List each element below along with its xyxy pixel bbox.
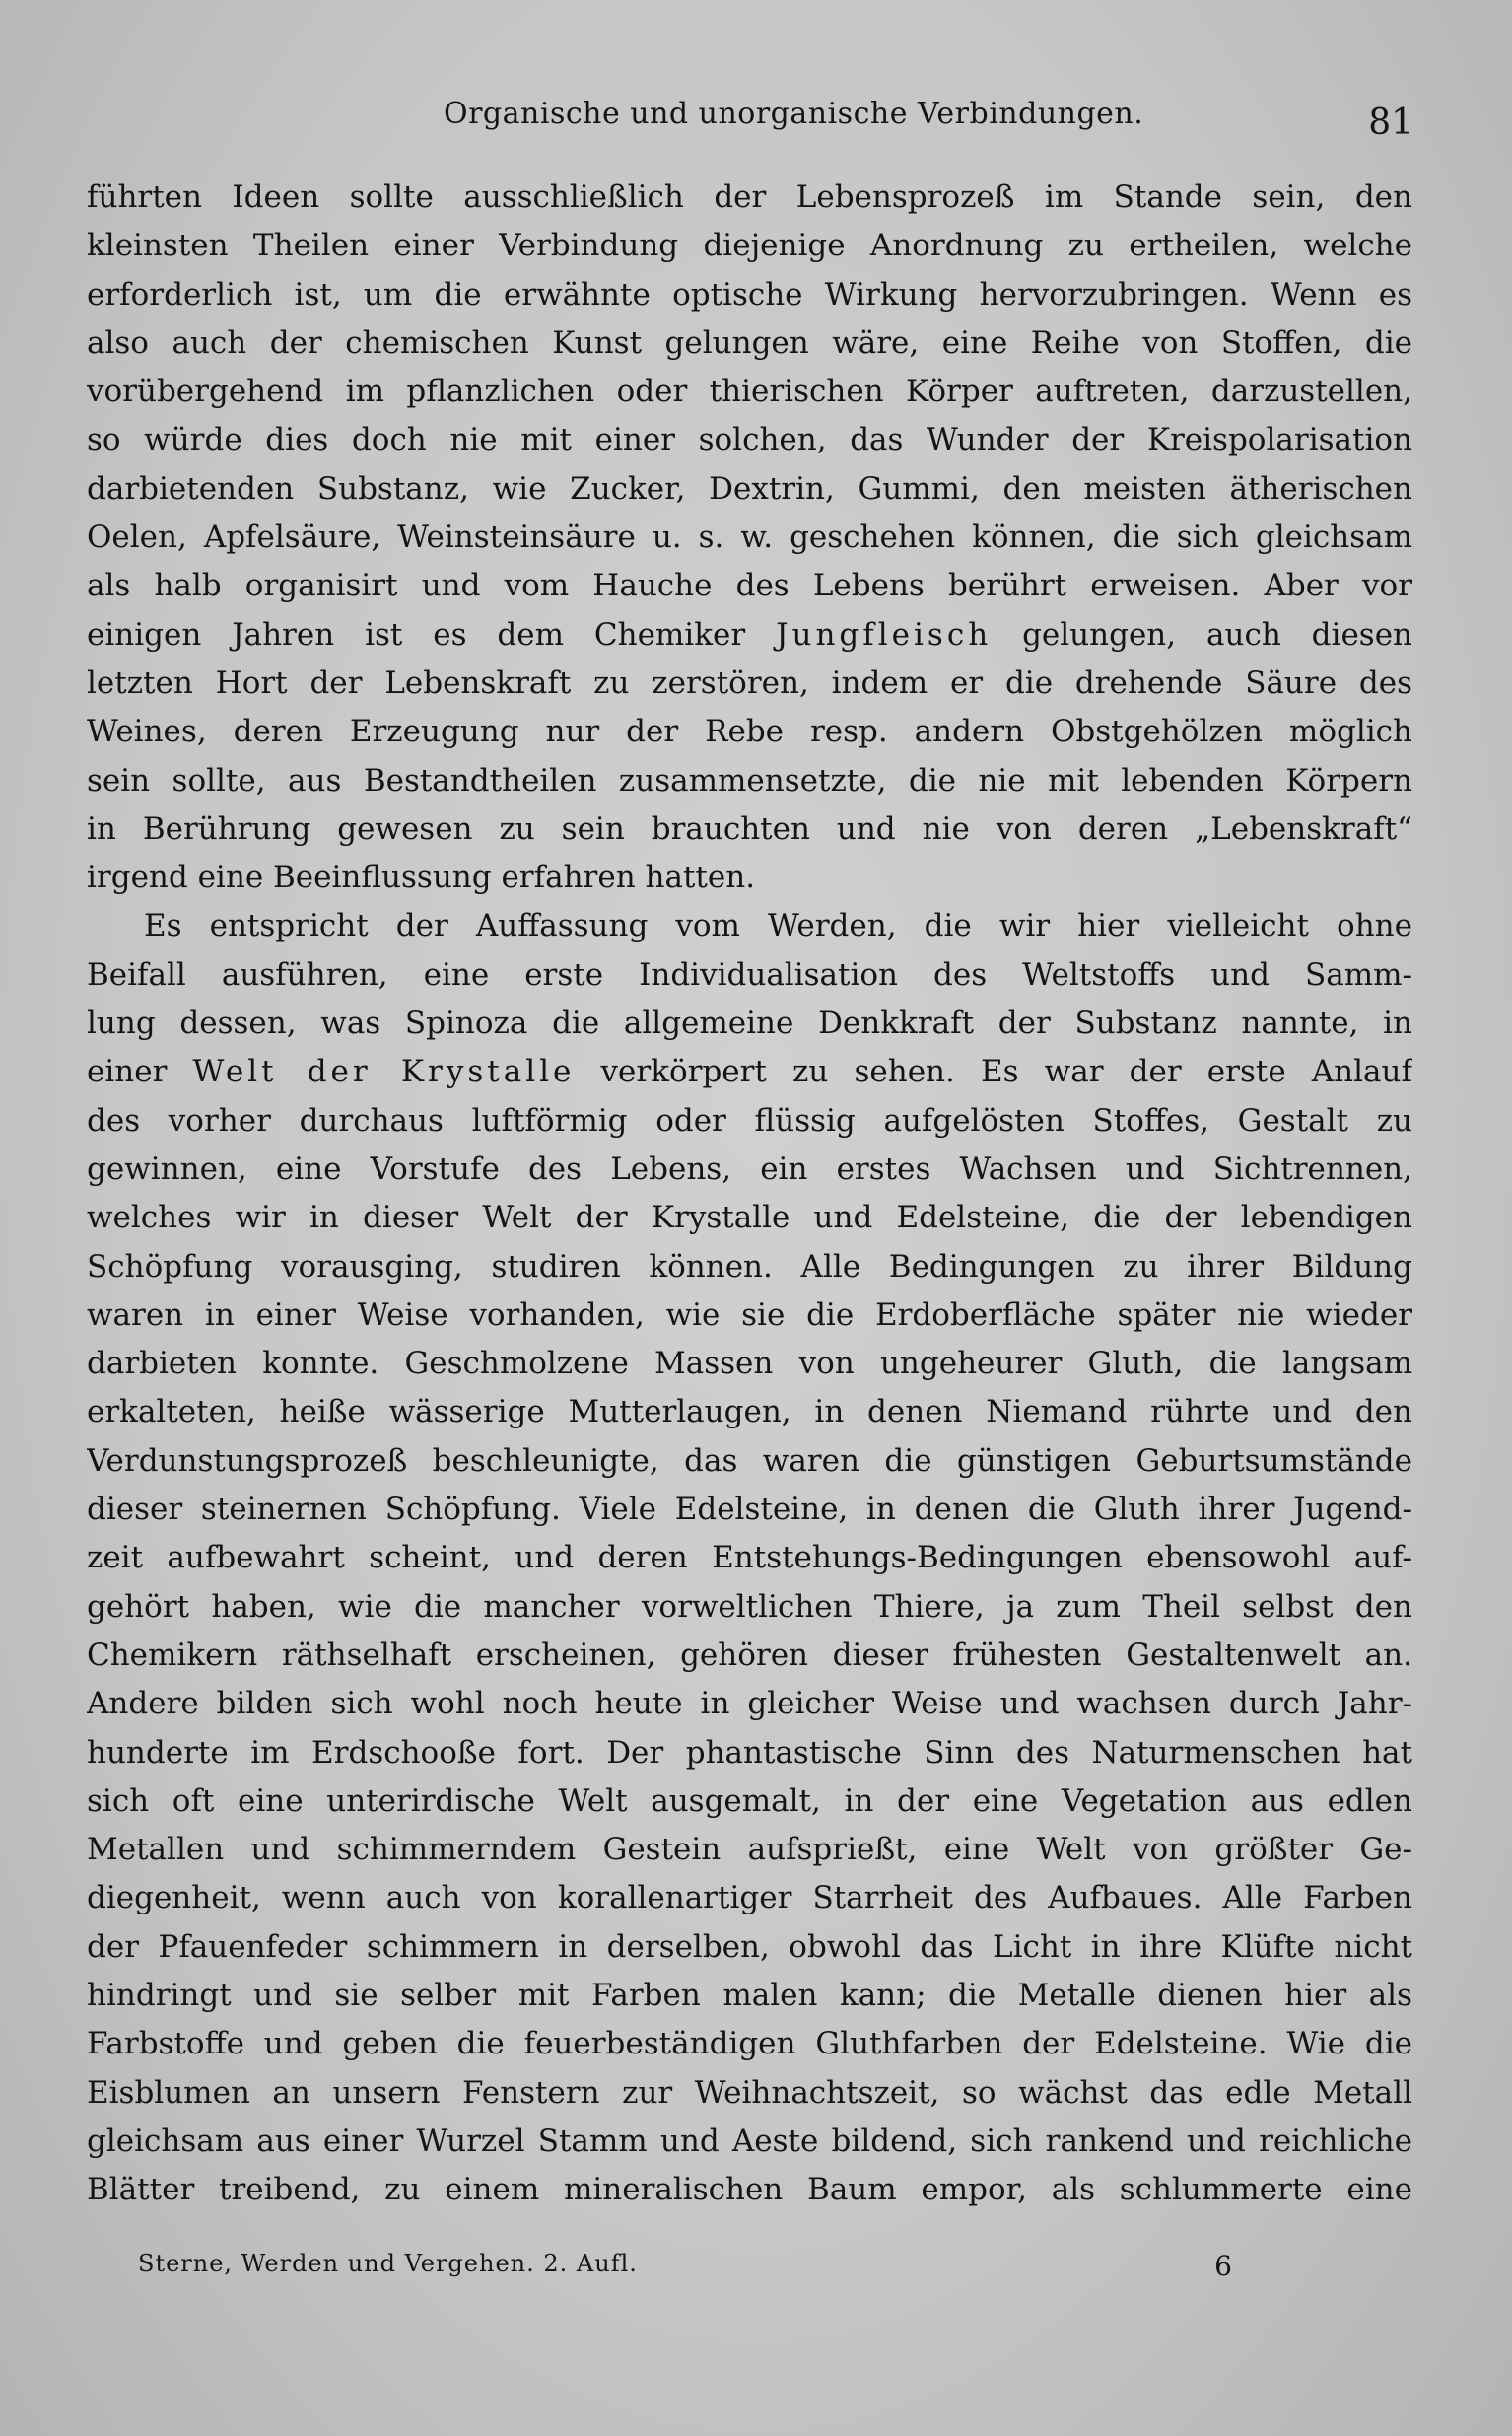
signature-mark: 6 [1214, 2250, 1232, 2282]
text-line: Farbstoffe und geben die feuerbeständigen Gluthfarben der Edelsteine. Wie die [87, 2026, 1412, 2062]
emphasized-phrase: Welt der Krystalle [192, 1054, 576, 1090]
text-line: vorübergehend im pflanzlichen oder thierischen Körper auftreten, darzustellen, [87, 374, 1412, 410]
text-line: gehört haben, wie die mancher vorweltlichen Thiere, ja zum Theil selbst den [87, 1588, 1412, 1625]
text-line: Eisblumen an unsern Fenstern zur Weihnachtszeit, so wächst das edle Metall [87, 2074, 1412, 2111]
text-line: gleichsam aus einer Wurzel Stamm und Aeste bildend, sich rankend und reichliche [87, 2123, 1412, 2159]
text-line: kleinsten Theilen einer Verbindung diejenige Anordnung zu ertheilen, welche [87, 228, 1412, 264]
text-line: sein sollte, aus Bestandtheilen zusammensetzte, die nie mit lebenden Körpern [87, 762, 1412, 799]
page-number: 81 [1368, 103, 1413, 143]
text-span: einigen Jahren ist es dem Chemiker [87, 616, 777, 653]
text-span: verkörpert zu sehen. Es war der erste Anlauf [600, 1054, 1412, 1090]
text-line: Metallen und schimmerndem Gestein aufsprießt, eine Welt von größter Ge- [87, 1832, 1412, 1868]
text-line: hunderte im Erdschooße fort. Der phantastische Sinn des Naturmenschen hat [87, 1734, 1412, 1771]
text-line: erkalteten, heiße wässerige Mutterlaugen, in denen Niemand rührte und den [87, 1394, 1412, 1430]
text-line: letzten Hort der Lebenskraft zu zerstören, indem er die drehende Säure des [87, 664, 1412, 701]
text-line: hindringt und sie selber mit Farben malen kann; die Metalle dienen hier als [87, 1977, 1412, 2013]
text-line: waren in einer Weise vorhanden, wie sie die Erdoberfläche später nie wieder [87, 1296, 1412, 1333]
text-line: diegenheit, wenn auch von korallenartiger Starrheit des Aufbaues. Alle Farben [87, 1880, 1412, 1916]
text-line: zeit aufbewahrt scheint, und deren Entstehungs-Bedingungen ebensowohl auf- [87, 1540, 1412, 1576]
text-line: irgend eine Beeinflussung erfahren hatten. [87, 860, 756, 896]
text-line: führten Ideen sollte ausschließlich der Lebensprozeß im Stande sein, den [87, 179, 1412, 215]
text-line: dieser steinernen Schöpfung. Viele Edelsteine, in denen die Gluth ihrer Jugend- [87, 1492, 1412, 1528]
text-line: so würde dies doch nie mit einer solchen, das Wunder der Kreispolarisation [87, 422, 1412, 458]
text-line: Blätter treibend, zu einem mineralischen Baum empor, als schlummerte eine [87, 2172, 1412, 2208]
text-line: gewinnen, eine Vorstufe des Lebens, ein erstes Wachsen und Sichtrennen, [87, 1150, 1412, 1187]
text-line: darbietenden Substanz, wie Zucker, Dextrin, Gummi, den meisten ätherischen [87, 470, 1412, 507]
text-line: Schöpfung vorausging, studiren können. Alle Bedingungen zu ihrer Bildung [87, 1248, 1412, 1285]
text-span: einer [87, 1054, 193, 1090]
text-line: Beifall ausführen, eine erste Individualisation des Weltstoffs und Samm- [87, 956, 1412, 993]
text-line: erforderlich ist, um die erwähnte optische Wirkung hervorzubringen. Wenn es [87, 276, 1412, 313]
text-line [87, 1048, 1412, 1096]
text-line: sich oft eine unterirdische Welt ausgemalt, in der eine Vegetation aus edlen [87, 1782, 1412, 1819]
text-line: Es entspricht der Auffassung vom Werden, die wir hier vielleicht ohne [144, 908, 1412, 944]
running-head: Organische und unorganische Verbindungen. [444, 97, 1144, 131]
footer-book-title: Sterne, Werden und Vergehen. 2. Aufl. [138, 2250, 638, 2277]
text-line: Oelen, Apfelsäure, Weinsteinsäure u. s. w. geschehen können, die sich gleichsam [87, 520, 1412, 556]
text-line: Verdunstungsprozeß beschleunigte, das waren die günstigen Geburtsumstände [87, 1442, 1412, 1479]
text-line: Weines, deren Erzeugung nur der Rebe resp. andern Obstgehölzen möglich [87, 714, 1412, 750]
text-line: welches wir in dieser Welt der Krystalle und Edelsteine, die der lebendigen [87, 1200, 1412, 1236]
text-line: Andere bilden sich wohl noch heute in gleicher Weise und wachsen durch Jahr- [87, 1686, 1412, 1722]
text-line: also auch der chemischen Kunst gelungen wäre, eine Reihe von Stoffen, die [87, 324, 1412, 361]
text-line: als halb organisirt und vom Hauche des Lebens berührt erweisen. Aber vor [87, 568, 1412, 604]
text-line: darbieten konnte. Geschmolzene Massen von ungeheurer Gluth, die langsam [87, 1346, 1412, 1382]
text-line: der Pfauenfeder schimmern in derselben, obwohl das Licht in ihre Klüfte nicht [87, 1928, 1412, 1965]
body-text [87, 174, 1412, 2214]
text-span: gelungen, auch diesen [1022, 616, 1412, 653]
text-line: Chemikern räthselhaft erscheinen, gehören dieser frühesten Gestaltenwelt an. [87, 1636, 1412, 1673]
text-line [87, 611, 1412, 660]
emphasized-name: Jungfleisch [776, 616, 993, 653]
text-line: lung dessen, was Spinoza die allgemeine Denkkraft der Substanz nannte, in [87, 1006, 1412, 1042]
text-line: des vorher durchaus luftförmig oder flüssig aufgelösten Stoffes, Gestalt zu [87, 1102, 1412, 1139]
text-line: in Berührung gewesen zu sein brauchten und nie von deren „Lebenskraft“ [87, 810, 1412, 847]
